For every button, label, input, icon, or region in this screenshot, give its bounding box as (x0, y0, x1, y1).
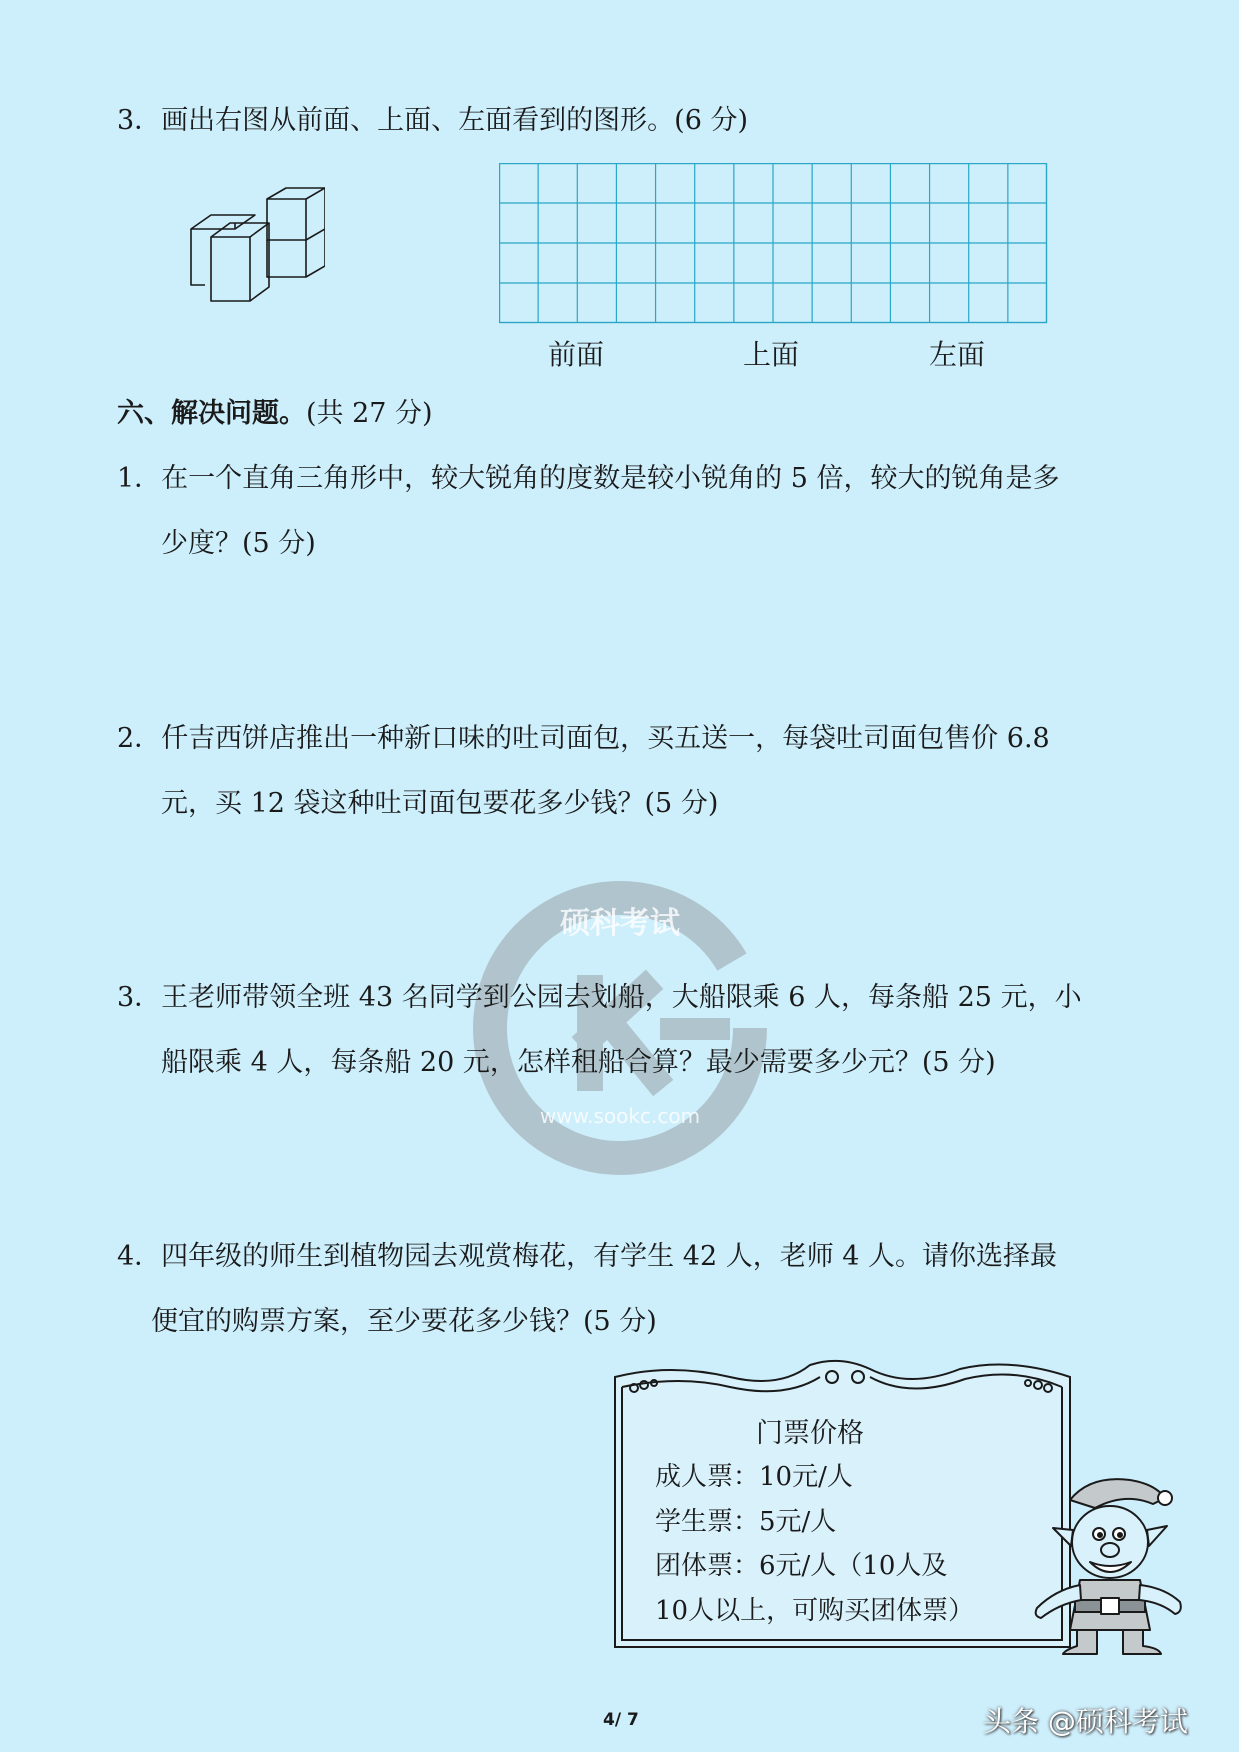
question-1-line-2: 少度？(5 分) (161, 528, 316, 559)
watermark-text: 硕科考试 (560, 906, 680, 941)
question-3-views: 3．画出右图从前面、上面、左面看到的图形。(6 分) (117, 105, 749, 136)
question-2-line-2: 元，买 12 袋这种吐司面包要花多少钱？(5 分) (161, 788, 719, 819)
question-4-line-1: 4．四年级的师生到植物园去观赏梅花，有学生 42 人，老师 4 人。请你选择最 (117, 1241, 1058, 1272)
ticket-price-student: 学生票：5元/人 (655, 1507, 837, 1537)
cube-stack-figure (185, 185, 325, 310)
grid-label-front: 前面 (548, 338, 605, 371)
source-brand: 头条 @硕科考试 (983, 1705, 1188, 1738)
question-1-line-1: 1．在一个直角三角形中，较大锐角的度数是较小锐角的 5 倍，较大的锐角是多 (117, 463, 1060, 494)
ticket-price-adult: 成人票：10元/人 (655, 1462, 853, 1492)
watermark-url: www.sookc.com (539, 1104, 701, 1128)
page-number: 4/ 7 (603, 1710, 639, 1730)
grid-label-top: 上面 (743, 338, 800, 371)
question-4-line-2: 便宜的购票方案，至少要花多少钱？(5 分) (151, 1306, 657, 1337)
section-title: 六、解决问题。 (117, 398, 306, 429)
elf-cartoon-icon (1015, 1470, 1185, 1655)
grid-label-left: 左面 (929, 338, 986, 371)
ticket-price-group: 团体票：6元/人（10人及 (655, 1551, 948, 1581)
question-2-line-1: 2．仟吉西饼店推出一种新口味的吐司面包，买五送一，每袋吐司面包售价 6.8 (117, 723, 1050, 754)
question-3-line-1: 3．王老师带领全班 43 名同学到公园去划船，大船限乘 6 人，每条船 25 元，小 (117, 982, 1082, 1013)
question-3-line-2: 船限乘 4 人，每条船 20 元，怎样租船合算？最少需要多少元？(5 分) (161, 1047, 996, 1078)
drawing-grid[interactable] (499, 163, 1048, 325)
ticket-price-group-note: 10人以上，可购买团体票） (655, 1596, 975, 1626)
section-heading (117, 400, 433, 427)
ticket-board-title: 门票价格 (756, 1418, 864, 1449)
watermark-logo (470, 878, 770, 1178)
section-score: (共 27 分) (306, 398, 433, 429)
